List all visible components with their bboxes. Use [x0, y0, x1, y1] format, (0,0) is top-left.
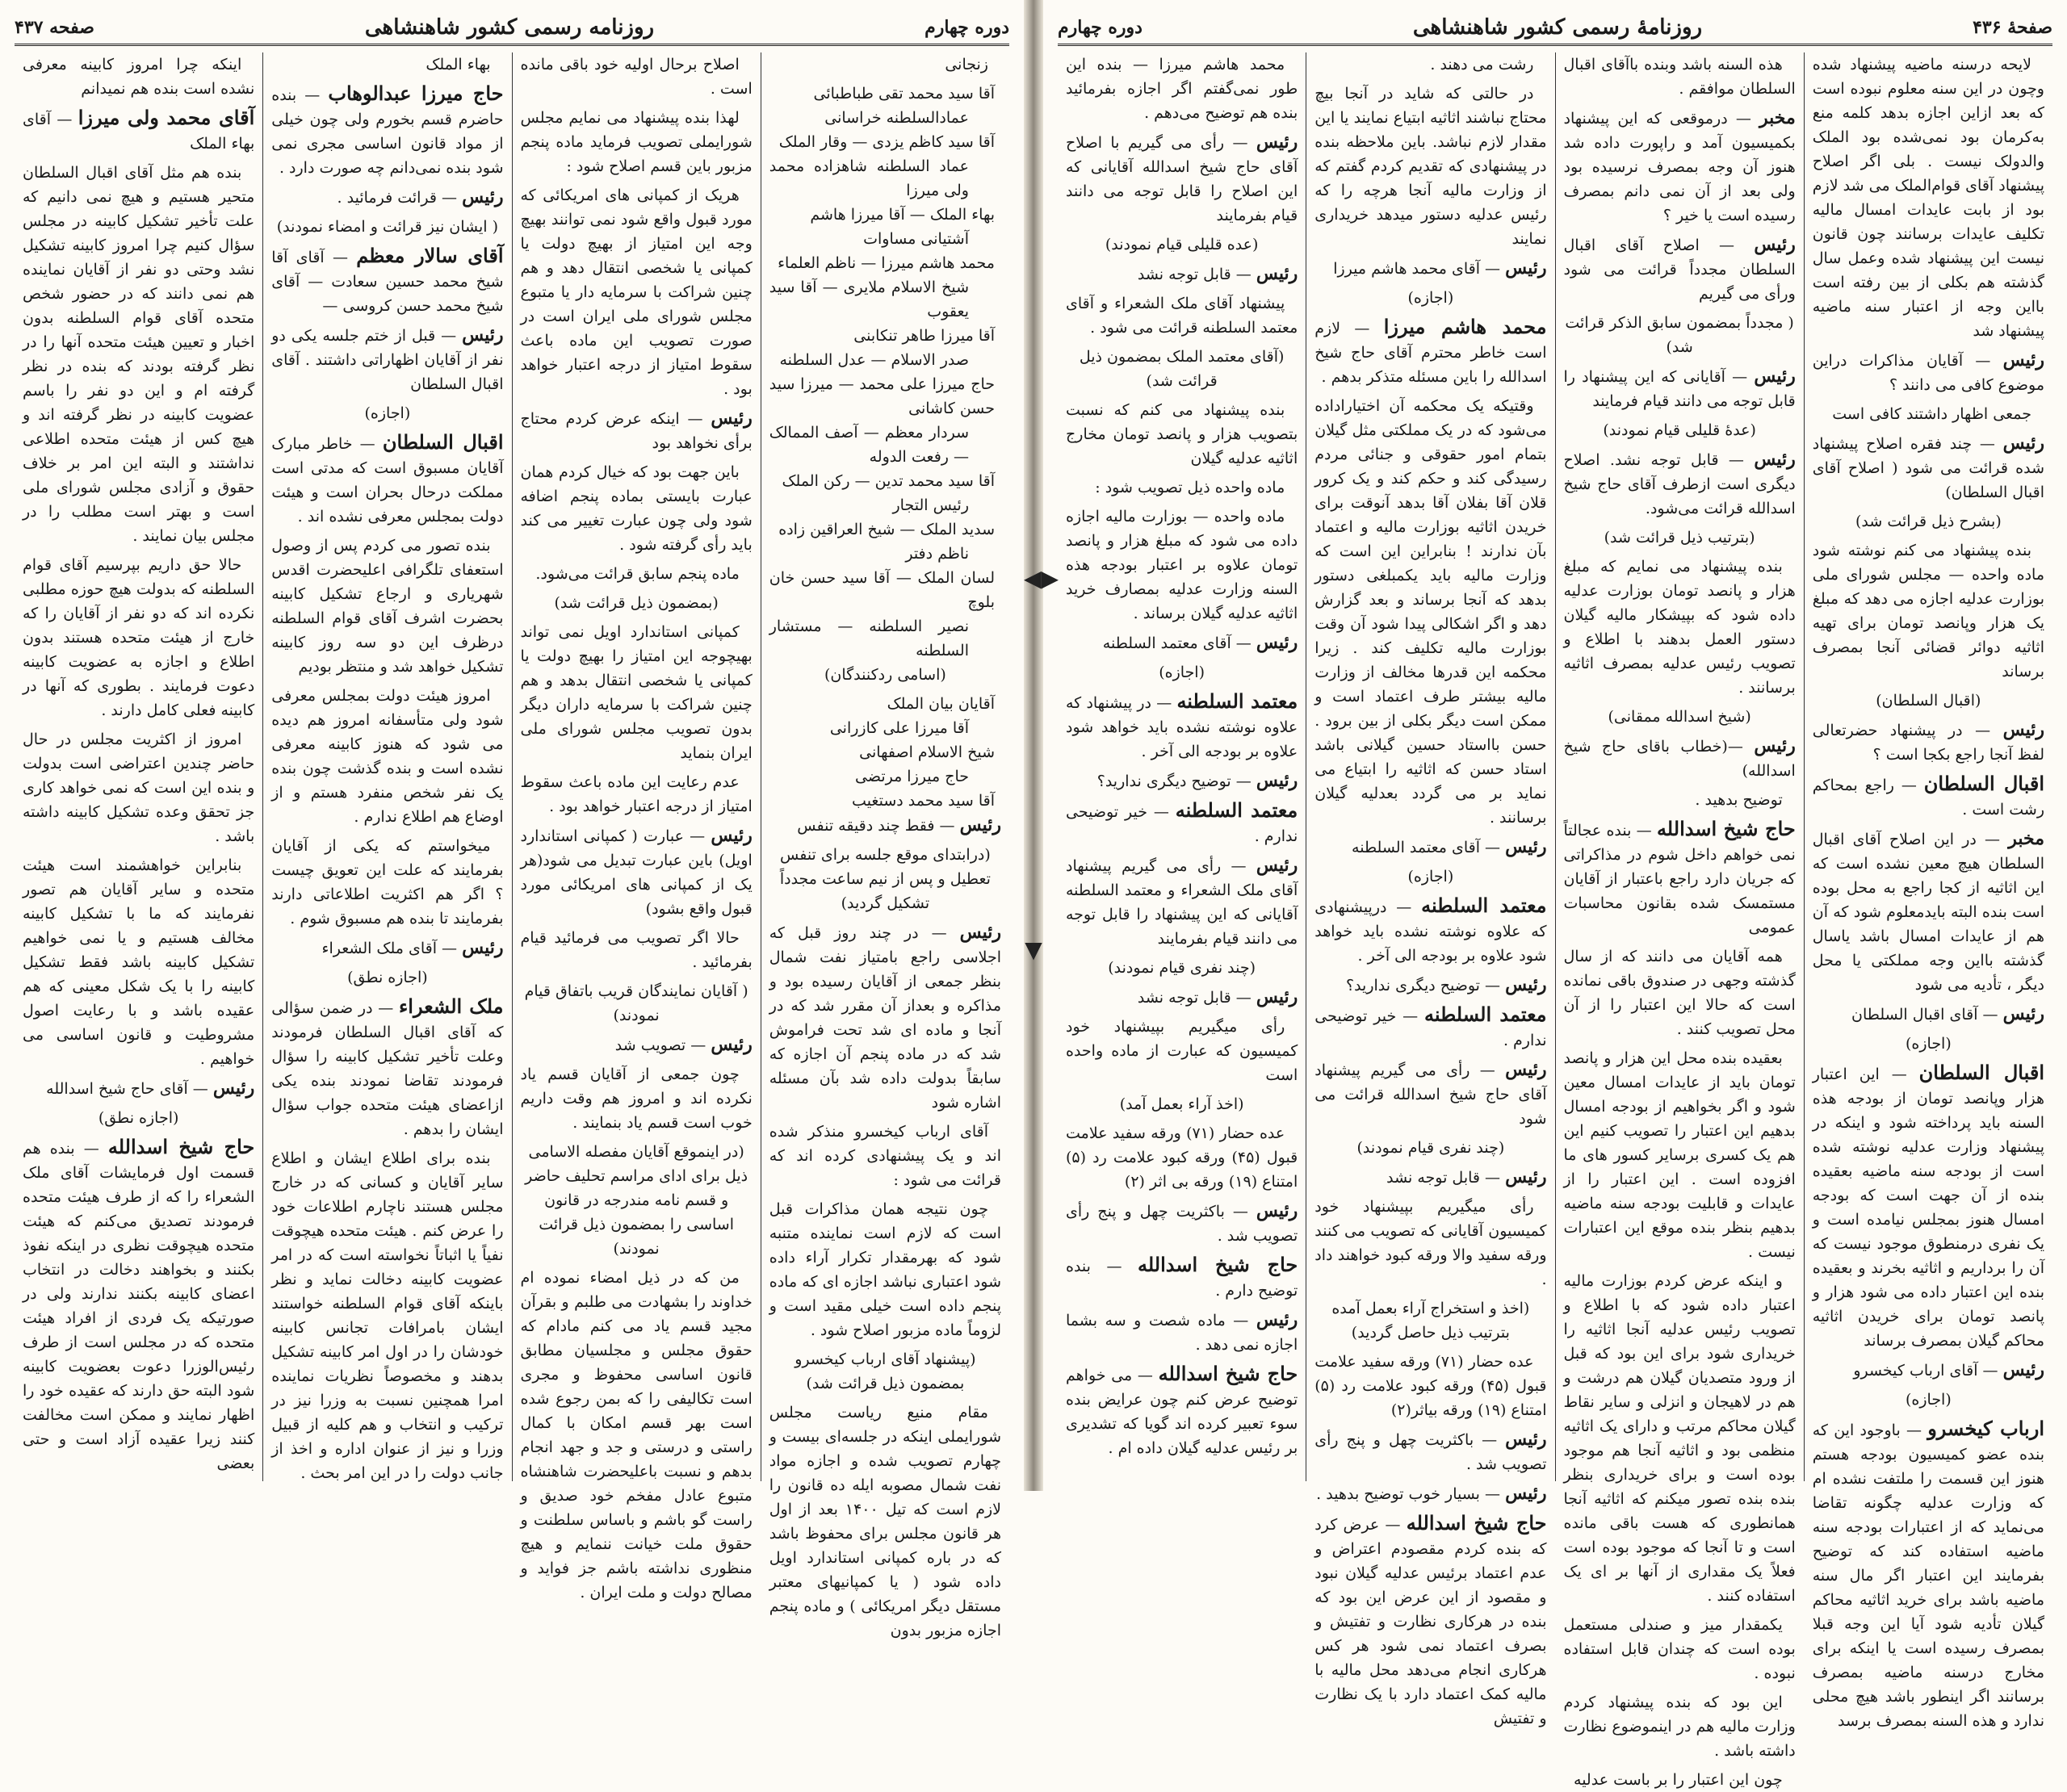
speaker-name: رئیس [462, 937, 504, 958]
paragraph: اینکه چرا امروز کابینه معرفی نشده است بنده هم نمیدانم [23, 56, 255, 98]
speech-text: — آقای اقبال السلطان [1851, 1006, 2003, 1024]
stage-note: (شیخ اسدالله ممقانی) [1608, 708, 1751, 726]
newspaper-title: روزنامهٔ رسمی کشور شاهنشاهی [1412, 15, 1703, 40]
speaker-name: رئیس [959, 814, 1001, 835]
speaker-name: حاج شیخ اسدالله [1137, 1253, 1298, 1276]
speaker-name: حاج میرزا عبدالوهاب [328, 82, 504, 105]
speaker-name: رئیس [1754, 735, 1796, 756]
stage-note: (اجازه نطق) [347, 969, 428, 986]
speech-block [1314, 1511, 1546, 1731]
speech-block [271, 244, 503, 318]
speech-text: — قابل توجه نشد. اصلاح دیگری است ازطرف آقای حاج شیخ اسدالله قرائت می‌شود. [1563, 451, 1796, 517]
paragraph: رأی میگیریم بپیشنهاد خود کمیسیون که عبارت از ماده واحده است [1066, 1018, 1298, 1084]
left-page [0, 0, 1024, 1639]
speaker-name: رئیس [1754, 366, 1796, 387]
paragraph: امروز از اکثریت مجلس در حال حاضر چندین اعتراضی است بدولت و بنده این است که نمی خواهد کاری جز تحقق وعده تشکیل کابینه داشته باشد . [23, 731, 255, 845]
speech-text: — عرض کرد که بنده کردم مقصودم اعتراض و عدم اعتماد برئیس عدلیه گیلان نبود و مقصود از این عرض این بود که بنده در هرکاری نظارت و تفتیش و بصرف اعتماد نمی شود هر کس هرکاری انجام می‌دهد محل مالیه با مالیه کمک اعتماد دارد با یک نظارت و تفتیش [1314, 1516, 1547, 1727]
paragraph: توضیح بدهید . [1695, 791, 1783, 809]
speech-text: — قبل از ختم جلسه یکی دو نفر از آقایان اظهاراتی داشتند . آقای اقبال السلطان [271, 327, 504, 393]
speaker-name: رئیس [2002, 1359, 2044, 1380]
speaker-name: رئیس [1505, 836, 1547, 857]
speaker-name: حاج شیخ اسدالله [1406, 1511, 1547, 1535]
speech-block [1813, 772, 2044, 822]
member-name: سدید الملک — شیخ العراقین زاده [778, 521, 995, 538]
speaker-name: رئیس [1256, 632, 1298, 653]
left-page-header [15, 11, 1009, 46]
speech-block [1066, 689, 1298, 764]
member-name: آشتیانی مساوات [863, 230, 969, 248]
right-page [1043, 0, 2067, 1789]
text-column [262, 52, 511, 1481]
speech-block [1813, 348, 2044, 397]
binding-mark: ▼ [1025, 936, 1042, 963]
speaker-name: رئیس [711, 1034, 753, 1055]
paragraph: حالا حق داریم بپرسیم آقای قوام السلطنه که بدولت هیچ حوزه مطلبی نکرده اند که دو نفر از آقایان را که خارج از هیئت متحده هستند بدون اطلاع و اجازه به عضویت کابینه دعوت فرمایند . بطوری که آنها در کابینه فعلی کامل دارند . [23, 556, 255, 719]
speech-block [271, 185, 503, 210]
paragraph: یکمقدار میز و صندلی مستعمل بوده است که چندان قابل استفاده نبوده . [1563, 1616, 1796, 1682]
speech-block [1564, 364, 1796, 413]
paragraph: زنجانی [945, 56, 988, 73]
paragraph: و اینکه عرض کردم بوزارت مالیه اعتبار داده شود که با اطلاع و تصویب رئیس عدلیه آنجا اثاثیه را خریداری شود برای این بود که قبل از ورود متصدیان گیلان هم درشت و هم در لاهیجان و انزلی و سایر نقاط گیلان محاکم مرتب و دارای یک اثاثیه منظمی بود و اثاثیه آنجا هم موجود بوده است و برای خریداری بنظر بنده بنده تصور میکنم که اثاثیه آنجا همانطوری که هست باقی مانده است و تا آنجا که موجود بوده است فعلاً یک مقداری از آنها بر ای یک استفاده کنند . [1563, 1272, 1796, 1605]
speaker-name: آقای سالار معظم [356, 244, 504, 267]
speech-text: — چند فقره اصلاح پیشنهاد شده قرائت می شود ( اصلاح آقای اقبال السلطان) [1812, 435, 2044, 501]
speech-text: — در چند روز قبل که اجلاسی راجع بامتیاز نفت شمال بنظر جمعی از آقایان رسیده بود و مذاکره و بعداز آن مقرر شد که در آنجا و ماده ای شد تحت فراموش شد که در ماده پنجم آن اجازه که سابقاً بدولت داده شد بآن مسئله اشاره شود [769, 924, 1001, 1112]
member-name: آقا سید کاظم یزدی — وقار الملک [778, 133, 995, 151]
speech-block [1314, 1003, 1546, 1053]
speech-text: — توضیح دیگری ندارید؟ [1096, 772, 1256, 790]
speaker-name: رئیس [1505, 1483, 1547, 1504]
text-column [512, 52, 761, 1601]
speech-text: — این اعتبار هزار وپانصد تومان از بودجه هذه السنه باید پرداخته شود و اینکه در پیشنهاد وزارت عدلیه نوشته شده است از بودجه سنه ماضیه بعقیده بنده از آن جهت است که بودجه امسال هنوز بمجلس نیامده است و یک نفری درمنطوق موجود نیست که آن را برداریم و اثاثیه بخرند و بعقیده بنده این اعتبار داده می شود هزار و پانصد تومان برای خریدن اثاثیه محاکم گیلان بمصرف برساند [1812, 1066, 2044, 1350]
speaker-name: رئیس [1505, 1429, 1547, 1450]
speech-text: — رأی می گیریم پیشنهاد آقای حاج شیخ اسدالله قرائت می شود [1314, 1061, 1547, 1128]
paragraph: بنده پیشنهاد می کنم که نسبت بتصویب هزار و پانصد تومان مخارج اثاثیه عدلیه گیلان [1066, 401, 1298, 467]
speaker-name: رئیس [1505, 1059, 1547, 1080]
speech-text: — خیر توضیحی ندارم . [1314, 1007, 1547, 1049]
speech-block [1314, 894, 1546, 968]
speech-text: — آقایان مذاکرات دراین موضوع کافی می دانند ؟ [1812, 352, 2044, 394]
speech-text: — آقای ارباب کیخسرو [1853, 1362, 2003, 1380]
period-label: دوره چهارم [924, 17, 1009, 38]
member-name: آقا سید محمد تقی طباطبائی [813, 85, 995, 103]
paragraph: هریک از کمپانی های امریکائی که مورد قبول واقع شود نمی توانند بهیچ وجه این امتیاز از بهیچ دولت یا کمپانی یا شخصی انتقال دهد و هم چنین شراکت با سرمایه دار یا متبوع مجلس شورای ملی ایران است در صورت تصویب این ماده باعث سقوط امتیاز از درجه اعتبار خواهد بود . [520, 186, 753, 398]
paragraph: در حالتی که شاید در آنجا بیچ محتاج نباشند اثاثیه ابتیاع نمایند یا این مقدار لازم نباشد. باین ملاحظه بنده در پیشنهادی که تقدیم کردم گفتم که از وزارت مالیه آنجا هرچه را که رئیس عدلیه دستور میدهد خریداری نمایند [1314, 85, 1547, 248]
paragraph: عده حضار (۷۱) ورقه سفید علامت قبول (۴۵) ورقه کبود علامت رد (۵) امتناع (۱۹) ورقه بیاثر(۲) [1314, 1353, 1547, 1419]
speaker-name: رئیس [1505, 974, 1547, 995]
speech-block [521, 823, 753, 921]
speaker-name: حاج شیخ اسدالله [1158, 1362, 1298, 1385]
speaker-name: معتمد السلطنه [1424, 1003, 1547, 1026]
speech-block [1813, 827, 2044, 997]
paragraph: جمعی اظهار داشتند کافی است [1832, 405, 2031, 423]
speech-text: — بنده توضیح دارم . [1066, 1258, 1298, 1300]
paragraph: محمد هاشم میرزا — بنده این طور نمی‌گفتم اگر اجازه بفرمائید بنده هم توضیح می‌دهم . [1066, 56, 1298, 122]
speech-block [1314, 835, 1546, 860]
speaker-name: مخبر [1759, 107, 1796, 128]
member-name: آقا میرزا علی کازرانی [829, 719, 969, 737]
speaker-name: رئیس [1256, 132, 1298, 153]
stage-note: (اخذ آراء بعمل آمد) [1119, 1095, 1244, 1113]
speech-text: — در این اصلاح آقای اقبال السلطان هیچ معین نشده است که این اثاثیه از کجا راجع به محل بوده است بنده البته بایدمعلوم شود که آن هم از عایدات امسال باشد یاسال گذشته بااین وجه مملکتی یا محل دیگر ، تأدیه می شود [1812, 831, 2044, 994]
text-column [15, 52, 262, 1481]
speech-text: — آقایانی که این پیشنهاد را قابل توجه می دانند قیام فرمایند [1563, 368, 1796, 410]
stage-note: (اجازه) [1407, 289, 1454, 307]
member-name: آقا میرزا طاهر تنکابنی [853, 327, 995, 345]
speaker-name: رئیس [2002, 350, 2044, 371]
speech-text: — درموقعی که این پیشنهاد بکمیسیون آمد و راپورت داده شد هنوز آن وجه بمصرف نرسیده بود ولی بعد از آن نمی دانم بمصرف رسیده است یا خیر ؟ [1563, 110, 1796, 224]
speech-block [1314, 1165, 1546, 1190]
speech-block [1813, 431, 2044, 505]
right-page-header [1058, 11, 2052, 46]
speaker-name: رئیس [462, 186, 504, 207]
speech-text: — باکثریت چهل و پنج رأی تصویب شد . [1314, 1431, 1547, 1473]
speaker-name: آقای محمد ولی میرزا [78, 106, 255, 129]
speech-text: — راجع بمحاکم رشت است . [1812, 777, 2044, 819]
speech-text: — اصلاح آقای اقبال السلطان مجدداً قرائت می شود ورأی می گیریم [1563, 237, 1796, 303]
speaker-name: رئیس [1256, 986, 1298, 1007]
paragraph: عدم رعایت این ماده باعث سقوط امتیاز از درجه اعتبار خواهد بود . [520, 773, 753, 815]
speech-text: — می خواهم توضیح عرض کنم چون عرایض بنده سوء تعبیر کرده اند گویا که تشدیری بر رئیس عدلیه گیلان داده ام . [1066, 1367, 1298, 1457]
speaker-name: رئیس [2002, 1003, 2044, 1024]
speech-block [521, 1032, 753, 1057]
member-name: حاج میرزا مرتضی [855, 768, 969, 785]
stage-note: ( آقایان نمایندگان قریب باتفاق قیام نمودند) [524, 982, 748, 1024]
speech-block [769, 920, 1001, 1115]
speech-block [1314, 1427, 1546, 1476]
speech-text: — باوجود این که بنده عضو کمیسیون بودجه هستم هنوز این قسمت را ملتفت نشده ام که وزارت عدلیه چگونه تقاضا می‌نماید که از اعتبارات بودجه سنه ماضیه استفاده کند که توضیح بفرمایند این اعتبار اگر مال سنه ماضیه باشد برای خرید اثاثیه محاکم گیلان تأدیه شود آیا این وجه قبلا بمصرف رسیده است یا اینکه برای مخارج درسنه ماضیه بمصرف برسانند اگر اینطور باشد هیچ محلی ندارد و هذه السنه بمصرف برسد [1812, 1421, 2044, 1730]
paragraph: رأی میگیریم بپیشنهاد خود کمیسیون آقایانی که تصویب می کنند ورقه سفید والا ورقه کبود خواهند داد . [1314, 1198, 1547, 1288]
speech-text: — لازم است خاطر محترم آقای حاج شیخ اسدالله را باین مسئله متذکر بدهم . [1314, 320, 1547, 386]
speech-text: — بنده عجالتاً نمی خواهم داخل شوم در مذاکراتی که جریان دارد راجع باعتبار از آقایان مستمسک شده بقانون محاسبات عمومی [1563, 822, 1796, 936]
paragraph: چون نتیجه همان مذاکرات قبل است که لازم است نماینده متنبه شود که بهرمقدار تکرار آراء داده شود اعتباری نباشد اجازه ای که ماده پنجم داده است خیلی مقید است و لزوماً ماده مزبور اصلاح شود . [769, 1200, 1001, 1339]
paragraph: امروز هیئت دولت بمجلس معرفی شود ولی متأسفانه امروز هم دیده می شود که هنوز کابینه معرفی نشده است و بنده گذشت چون بنده یک نفر شخص منفرد هستم و از اوضاع هم اطلاع ندارم . [271, 687, 504, 826]
speech-block [271, 430, 503, 529]
speech-text: — بنده هم قسمت اول فرمایشات آقای ملک الشعراء را که از طرف هیئت متحده فرمودند تصدیق می‌کنم که هیئت متحده هیچوقت نظری در اینکه نفوذ بکنند و بخواهند دخالت در انتخاب اعضای کابینه بکنند ندارند ولی در صورتیکه یک فردی از افراد هیئت متحده که در مجلس است از طرف رئیس‌الوزرا دعوت بعضویت کابینه شود البته حق دارند که عقیده خود را اظهار نمایند و ممکن است مخالفت کنند زیرا عقیده آزاد است و حتی بعضی [23, 1140, 255, 1472]
speech-block [271, 82, 503, 180]
speech-block [1564, 232, 1796, 306]
speech-text: — بنده حاضرم قسم بخورم ولی چون خیلی از مواد قانون اساسی مجری نمی شود بنده نمی‌دانم چه صورت دارد . [271, 86, 504, 177]
speaker-name: حاج شیخ اسدالله [1656, 817, 1796, 840]
stage-note: (در اینموقع آقایان مفصله الاسامی ذیل برای ادای مراسم تحلیف حاضر و قسم نامه مندرجه در قانون اساسی را بمضمون ذیل قرائت نمودند) [525, 1143, 748, 1258]
speech-block [23, 106, 254, 156]
speaker-name: محمد هاشم میرزا [1383, 315, 1547, 338]
paragraph: لهذا بنده پیشنهاد می نمایم مجلس شورایملی تصویب فرماید ماده پنجم مزبور باین قسم اصلاح شود : [520, 109, 753, 175]
stage-note: (اسامی ردکنندگان) [824, 666, 946, 684]
speech-text: — باکثریت چهل و پنج رأی تصویب شد . [1066, 1203, 1298, 1245]
stage-note: (اخذ و استخراج آراء بعمل آمده بترتیب ذیل حاصل گردید) [1331, 1300, 1530, 1342]
speech-block [1066, 768, 1298, 793]
member-name: آقایان بیان الملک [887, 695, 995, 713]
speech-block [1564, 447, 1796, 521]
paragraph: رشت می دهند . [1430, 56, 1534, 73]
speaker-name: رئیس [1754, 449, 1796, 470]
speaker-name: معتمد السلطنه [1176, 689, 1298, 713]
speech-text: — تصویب شد [614, 1036, 711, 1054]
speech-block [1066, 1199, 1298, 1248]
speech-block [1314, 256, 1546, 281]
speech-text: — رأی می گیریم با اصلاح آقای حاج شیخ اسدالله آقایانی که این اصلاح را قابل توجه می دانند قیام بفرمایند [1066, 134, 1298, 224]
paragraph: من که در ذیل امضاء نموده ام خداوند را بشهادت می طلبم و بقرآن مجید قسم یاد می کنم مادام که حقوق مجلس و مجلسیان مطابق قانون اساسی محفوظ و مجری است تکالیفی را که بمن رجوع شده است بهر قسم امکان با کمال راستی و درستی و جد و جهد انجام بدهم و نسبت باعلیحضرت شاهنشاه متبوع عادل مفخم خود صدیق و راست گو باشم و باساس سلطنت و حقوق ملت خیانت ننمایم و هیچ منظوری نداشته باشم جز فواید و مصالح دولت و ملت ایران . [520, 1269, 753, 1601]
stage-note: ( مجدداً بمضمون سابق الذکر قرائت شد) [1565, 314, 1794, 356]
speech-text: — رأی می گیریم پیشنهاد آقای ملک الشعراء و معتمد السلطنه آقایانی که این پیشنهاد را قابل توجه می دانند قیام بفرمایند [1066, 857, 1298, 948]
speech-text: —(خطاب باقای حاج شیخ اسدالله) [1563, 738, 1796, 780]
speaker-name: رئیس [2002, 719, 2044, 740]
speech-block [1066, 798, 1298, 848]
speech-block [23, 1135, 254, 1476]
paragraph: بهاء الملک [426, 56, 491, 73]
paragraph: بنده هم مثل آقای اقبال السلطان متحیر هستیم و هیچ نمی دانیم که علت تأخیر تشکیل کابینه در مجلس سؤال کنیم چرا امروز کابینه تشکیل نشد وحتی دو نفر از آقایان نماینده هم نمی دانند که در حضور شخص متحده آقای قوام السلطنه بدون اخبار و تعیین هیئت متحده آنها را در نظر گرفته بودند که بنده در نظر گرفته ام و این دو نفر را باسم عضویت کابینه در نظر گرفته اند و هیچ کس از هیئت متحده اطلاعی نداشتند و البته این امر بر خلاف حقوق و آزادی مجلس شورای ملی است و بهتر است مطلب را در مجلس بیان نمایند . [23, 164, 255, 545]
page-number: صفحه ۴۳۷ [15, 17, 94, 38]
speech-text: — اینکه عرض کردم محتاج برأی نخواهد بود [520, 410, 753, 452]
speech-block [1066, 262, 1298, 287]
paragraph: چون جمعی از آقایان قسم یاد نکرده اند و امروز هم وقت داریم خوب است قسم یاد بنمایند . [520, 1066, 753, 1132]
period-label: دوره چهارم [1058, 17, 1143, 38]
speech-block [23, 1076, 254, 1101]
text-column [1555, 52, 1804, 1789]
speech-block [1066, 853, 1298, 951]
speech-block [1813, 1061, 2044, 1353]
paragraph: بنده پیشنهاد می کنم نوشته شود ماده واحده — مجلس شورای ملی بوزارت عدلیه اجازه می دهد که مبلغ یک هزار وپانصد تومان برای تهیه اثاثیه دوائر قضائی آنجا بمصرف برساند [1812, 542, 2044, 680]
speech-text: — آقای معتمد السلطنه [1102, 634, 1256, 652]
member-name: شیخ الاسلام اصفهانی [859, 743, 995, 761]
speech-block [521, 406, 753, 455]
text-column [1804, 52, 2052, 1730]
speaker-name: معتمد السلطنه [1421, 894, 1547, 917]
speaker-name: رئیس [1505, 257, 1547, 278]
speech-block [271, 323, 503, 396]
stage-note: (بشرح ذیل قرائت شد) [1855, 513, 2002, 530]
paragraph: لایحه درسنه ماضیه پیشنهاد شده وچون در این سنه معلوم نبوده است که بعد ازاین اجازه بدهد کلمه منع به‌کرمان بود نمی‌شده بود الملک والدولک نیست . بلی اگر اصلاح پیشنهاد آقای قوام‌الملک می شد لازم بود از بابت عایدات امسال مالیه تکلیف عایدات برسانند چون قانون نیست این پیشنهاد شده وعمل سال گذشته هم بکلی از بین رفته است بااین وجه از اعتبار سنه ماضیه پیشنهاد شد [1812, 56, 2044, 340]
text-column [1306, 52, 1554, 1727]
member-name: رئیس التجار [892, 496, 969, 514]
text-column [761, 52, 1009, 1639]
speech-text: — آقای آقا شیخ محمد حسین سعادت — آقای شیخ محمد حسن کروسی — [271, 249, 504, 315]
speech-text: — قابل توجه نشد [1137, 989, 1256, 1007]
stage-note: (اجازه) [1905, 1391, 1952, 1409]
speech-text: — قابل توجه نشد [1386, 1169, 1506, 1187]
paragraph: حالا اگر تصویب می فرمائید قیام بفرمائید . [520, 929, 753, 971]
stage-note: (بمضمون ذیل قرائت شد) [554, 594, 719, 612]
member-name: شیخ الاسلام ملایری — آقا سید یعقوب [769, 278, 969, 320]
speech-block [271, 936, 503, 961]
text-column [1058, 52, 1306, 1481]
stage-note: (عده قلیلی قیام نمودند) [1105, 236, 1259, 253]
stage-note: (درابتدای موقع جلسه برای تنفس تعطیل و پس از نیم ساعت مجدداً تشکیل گردید) [779, 846, 991, 912]
stage-note: (آقای معتمد الملک بمضمون ذیل قرائت شد) [1079, 348, 1285, 390]
paragraph: بنده برای اطلاع ایشان و اطلاع سایر آقایان و کسانی که در خارج مجلس هستند ناچارم اطلاعات خود را عرض کنم . هیئت متحده هیچوقت نفیاً یا اثباتاً نخواسته است که در امر عضویت کابینه دخالت نماید و نظر باینکه آقای قوام السلطنه خواستند ایشان بامرافات تجانس کابینه خودشان را در اول امر کابینه تشکیل بدهند و مخصوصاً نظریات نماینده امرا همچنین نسبت به وزرا نیز در ترکیب و انتخاب و هم کلیه از قبیل وزرا و نیز از عنوان اداره و اخذ از جانب دولت را در این امر بحث . [271, 1149, 504, 1482]
member-name: آقا سید محمد تدین — رکن الملک [782, 472, 995, 490]
left-page-columns [15, 52, 1009, 1639]
speaker-name: رئیس [1754, 234, 1796, 255]
paragraph: میخواستم که یکی از آقایان بفرمایند که علت این تعویق چیست ؟ اگر هم اکثریت اطلاعاتی دارند بفرمایند تا بنده هم مسبوق شوم . [271, 837, 504, 927]
speech-block [1314, 973, 1546, 998]
speech-text: — خاطر مبارک آقایان مسبوق است که مدتی است مملکت درحال بحران است و هیئت دولت بمجلس معرفی نشده اند . [271, 435, 504, 525]
page-number: صفحهٔ ۴۳۶ [1973, 17, 2052, 38]
paragraph: پیشنهاد آقای ملک الشعراء و آقای معتمد السلطنه قرائت می شود . [1066, 295, 1298, 337]
speech-text: — خیر توضیحی ندارم . [1066, 803, 1298, 845]
speech-block [1564, 106, 1796, 228]
speech-text: — فقط چند دقیقه تنفس [797, 817, 960, 835]
speech-text: — در پیشنهاد حضرتعالی لفظ آنجا راجع بکجا است ؟ [1812, 722, 2044, 764]
stage-note: (پیشنهاد آقای ارباب کیخسرو بمضمون ذیل قرائت شد) [795, 1350, 976, 1392]
member-name: حاج میرزا علی محمد — میرزا سید حسن کاشانی [769, 375, 995, 417]
speech-block [1066, 1253, 1298, 1303]
speech-block [1813, 1358, 2044, 1383]
speaker-name: رئیس [711, 408, 753, 429]
speech-block [271, 994, 503, 1141]
speech-text: — آقای محمد هاشم میرزا [1333, 260, 1506, 278]
speech-text: — آقای ملک الشعراء [321, 940, 463, 957]
stage-note: (عدهٔ قلیلی قیام نمودند) [1603, 421, 1756, 439]
speaker-name: مخبر [2008, 828, 2044, 849]
speech-block [1314, 315, 1546, 389]
speech-text: — در پیشنهاد که علاوه نوشته نشده باید خواهد شود علاوه بر بودجه الی آخر . [1066, 694, 1298, 760]
speech-text: — آقای بهاء الملک [23, 111, 255, 153]
member-name: عماد السلطنه شاهزاده محمد ولی میرزا [769, 157, 969, 199]
speech-block [1813, 1002, 2044, 1027]
member-name: سردار معظم — آصف الممالک — رفعت الدوله [769, 424, 969, 466]
speech-block [1066, 130, 1298, 228]
stage-note: (چند نفری قیام نمودند) [1108, 959, 1256, 977]
paragraph: وقتیکه یک محکمه آن اختیاراداده می‌شود که در یک مملکتی مثل گیلان بتمام امور حقوقی و جنائی مردم رسیدگی کند و حکم کند و یک کرور قلان آقا بفلان آقا بدهد آنوقت برای خریدن اثاثیه بوزارت مالیه و اعتماد بآن ندارند ! بنابراین این است که وزارت مالیه باید یکمبلغی دستور بدهد که آنجا برساند و بعد گزارش دهد و اگر اشکالی پیدا شود آن وقت بوزارت مالیه تکلیف کند . زیرا محکمه این قدرها مخالف از وزارت مالیه بیشتر طرف اعتماد است و ممکن است دیگر بکلی از بین برود . حسن بااستاد حسین گیلانی باشد استاد حسن که اثاثیه را ابتیاع می نماید بر می گردد بعدلیه گیلان برسانند . [1314, 397, 1547, 827]
stage-note: (اجازه) [364, 404, 411, 422]
speaker-name: حاج شیخ اسدالله [107, 1135, 255, 1158]
paragraph: همه آقایان می دانند که از سال گذشته وجهی در صندوق باقی نمانده است که حالا این اعتبار را از آن محل تصویب کنند . [1563, 948, 1796, 1038]
stage-note: (اجازه) [1407, 868, 1454, 886]
speech-block [1564, 817, 1796, 940]
speaker-name: رئیس [2002, 433, 2044, 454]
speaker-name: رئیس [959, 922, 1001, 943]
speaker-name: اقبال السلطان [1918, 1061, 2045, 1084]
binding-mark: ◀▶ [1024, 565, 1059, 592]
paragraph: عده حضار (۷۱) ورقه سفید علامت قبول (۴۵) ورقه کبود علامت رد (۵) امتناع (۱۹) ورقه بی اثر (۲) [1066, 1124, 1298, 1191]
member-name: لسان الملک — آقا سید حسن خان بلوچ [769, 569, 995, 611]
speech-block [1813, 1417, 2044, 1733]
member-name: آقا سید محمد دستغیب [852, 792, 995, 810]
paragraph: بعقیده بنده محل این هزار و پانصد تومان باید از عایدات امسال معین شود و اگر بخواهیم از بودجه امسال بدهیم این اعتبار را تصویب کنیم این هم یک کسری برسایر کسور های ما افزوده است . این اعتبار را از عایدات و قابلیت بودجه سنه ماضیه بدهیم بنظر بنده موقع این اعتبارات نیست . [1563, 1049, 1796, 1261]
paragraph: بنده تصور می کردم پس از وصول استعفای تلگرافی اعلیحضرت اقدس شهریاری و ارجاع تشکیل کابینه بحضرت اشرف آقای قوام السلطنه درظرف این دو سه روز کابینه تشکیل خواهد شد و منتظر بودیم [271, 537, 504, 676]
paragraph: چون این اعتبار را بر باست عدلیه [1574, 1771, 1783, 1789]
speaker-name: رئیس [711, 825, 753, 846]
paragraph: این بود که بنده پیشنهاد کردم وزارت مالیه هم در اینموضوع نظارت داشته باشد . [1563, 1694, 1796, 1760]
speech-text: — ماده شصت و سه بشما اجازه نمی دهد . [1066, 1312, 1298, 1354]
newspaper-title: روزنامه رسمی کشور شاهنشاهی [364, 15, 655, 40]
speech-block [1813, 718, 2044, 767]
speech-block [1066, 1308, 1298, 1357]
speaker-name: رئیس [212, 1078, 255, 1099]
paragraph: کمپانی استاندارد اویل نمی تواند بهیچوجه این امتیاز را بهیچ دولت یا کمپانی یا شخصی انتقال بدهد و هم چنین شراکت با سرمایه داران دیگر بدون تصویب مجلس شورای ملی ایران بنماید [520, 623, 753, 762]
speaker-name: رئیس [1256, 855, 1298, 876]
paragraph: هذه السنه باشد وبنده باآقای اقبال السلطان موافقم . [1563, 56, 1796, 98]
speaker-name: رئیس [1256, 1309, 1298, 1330]
speaker-name: ملک الشعراء [399, 994, 504, 1018]
paragraph: باین جهت بود که خیال کردم همان عبارت بایستی بماده پنجم اضافه شود ولی چون عبارت تغییر می کند باید رأی گرفته شود . [520, 463, 753, 554]
speech-block [1066, 1362, 1298, 1460]
member-name: نصیر السلطنه — مستشار السلطنه [769, 618, 969, 659]
speaker-name: اقبال السلطان [1923, 772, 2045, 795]
speech-text: — توضیح دیگری ندارید؟ [1346, 977, 1506, 994]
paragraph: مقام منیع ریاست مجلس شورایملی اینکه در جلسه‌ای بیست و چهارم تصویب شده و اجازه مواد نفت شمال مصوبه ایله ده قانون را لازم است که تیل ۱۴۰۰ بعد از اول هر قانون مجلس برای محفوظ باشد که در باره کمپانی استاندارد اویل داده شود ( یا کمپانیهای معتبر مستقل دیگر امریکائی ) و ماده پنجم اجازه مزبور بدون [769, 1404, 1001, 1639]
paragraph: ماده پنجم سابق قرائت می‌شود. [535, 565, 740, 583]
speech-block [1314, 1057, 1546, 1131]
paragraph: بنابراین خواهشمند است هیئت متحده و سایر آقایان هم تصور نفرمایند که ما با تشکیل کابینه مخالف هستیم و یا نمی خواهیم تشکیل کابینه باشد فقط تشکیل کابینه را با یک شکل معینی که هم عقیده باشد و با رعایت اصول مشروطیت و قانون اساسی می خواهیم . [23, 856, 255, 1068]
speech-text: — قابل توجه نشد [1137, 266, 1256, 283]
speech-text: — عبارت ( کمپانی استاندارد اویل) باین عبارت تبدیل می شود(هر یک از کمپانی های امریکائی مورد قبول واقع بشود) [520, 827, 753, 918]
stage-note: (اجازه نطق) [98, 1109, 179, 1127]
speech-block [1314, 1481, 1546, 1506]
paragraph: بنده پیشنهاد می نمایم که مبلغ هزار و پانصد تومان بوزارت عدلیه داده شود که بپیشکار مالیه گیلان دستور العمل بدهند با اطلاع و تصویب رئیس عدلیه بمصرف اثاثیه برسانند . [1563, 558, 1796, 697]
stage-note: (اجازه) [1905, 1035, 1952, 1053]
member-name: ناظم دفتر [905, 545, 969, 563]
speaker-name: رئیس [462, 324, 504, 345]
stage-note: (چند نفری قیام نمودند) [1356, 1139, 1505, 1157]
stage-note: (اقبال السلطان) [1876, 692, 1981, 710]
speech-block [769, 813, 1001, 838]
book-gutter [1024, 0, 1059, 1491]
speech-text: — در ضمن سؤالی که آقای اقبال السلطان فرمودند وعلت تأخیر تشکیل کابینه را سؤال فرمودند تقاضا نمودند بنده یکی ازاعضای هیئت متحده جواب سؤال ایشان را بدهم . [271, 999, 504, 1138]
speaker-name: ارباب کیخسرو [1927, 1417, 2044, 1440]
member-name: محمد هاشم میرزا — ناظم العلماء [778, 254, 995, 272]
speech-text: — آقای معتمد السلطنه [1352, 839, 1506, 856]
speech-block [1564, 734, 1796, 783]
speaker-name: اقبال السلطان [382, 430, 504, 454]
stage-note: ( ایشان نیز قرائت و امضاء نمودند) [276, 218, 498, 236]
member-name: عمادالسلطنه خراسانی [824, 109, 969, 127]
member-name: صدر الاسلام — عدل السلطنه [779, 351, 969, 369]
speech-text: — قرائت فرمائید . [337, 189, 463, 207]
speech-block [1066, 985, 1298, 1010]
paragraph: اصلاح برحال اولیه خود باقی مانده است . [520, 56, 753, 98]
speech-text: — بسیار خوب توضیح بدهید . [1316, 1485, 1506, 1503]
speaker-name: رئیس [1256, 770, 1298, 791]
speech-text: — آقای حاج شیخ اسدالله [46, 1080, 213, 1098]
right-page-columns [1058, 52, 2052, 1789]
stage-note: (بترتیب ذیل قرائت شد) [1604, 529, 1755, 546]
speaker-name: رئیس [1256, 1200, 1298, 1221]
speaker-name: رئیس [1505, 1166, 1547, 1187]
speech-text: — درپیشنهادی که علاوه نوشته نشده باید خواهد شود علاوه بر بودجه الی آخر . [1314, 898, 1547, 965]
speaker-name: رئیس [1256, 263, 1298, 284]
speech-block [1066, 630, 1298, 655]
paragraph: ماده واحده ذیل تصویب شود : [1095, 479, 1285, 496]
paragraph: آقای ارباب کیخسرو منذکر شده اند و یک پیشنهادی کرده اند که قرائت می شود : [769, 1123, 1001, 1189]
paragraph: ماده واحده — بوزارت مالیه اجازه داده می شود که مبلغ هزار و پانصد تومان علاوه بر اعتبار بودجه هذه السنه وزارت عدلیه بمصارف خرید اثاثیه عدلیه گیلان برساند . [1066, 508, 1298, 622]
member-name: بهاء الملک — آقا میرزا هاشم [810, 206, 995, 224]
speaker-name: معتمد السلطنه [1175, 798, 1298, 822]
stage-note: (اجازه) [1159, 664, 1205, 681]
